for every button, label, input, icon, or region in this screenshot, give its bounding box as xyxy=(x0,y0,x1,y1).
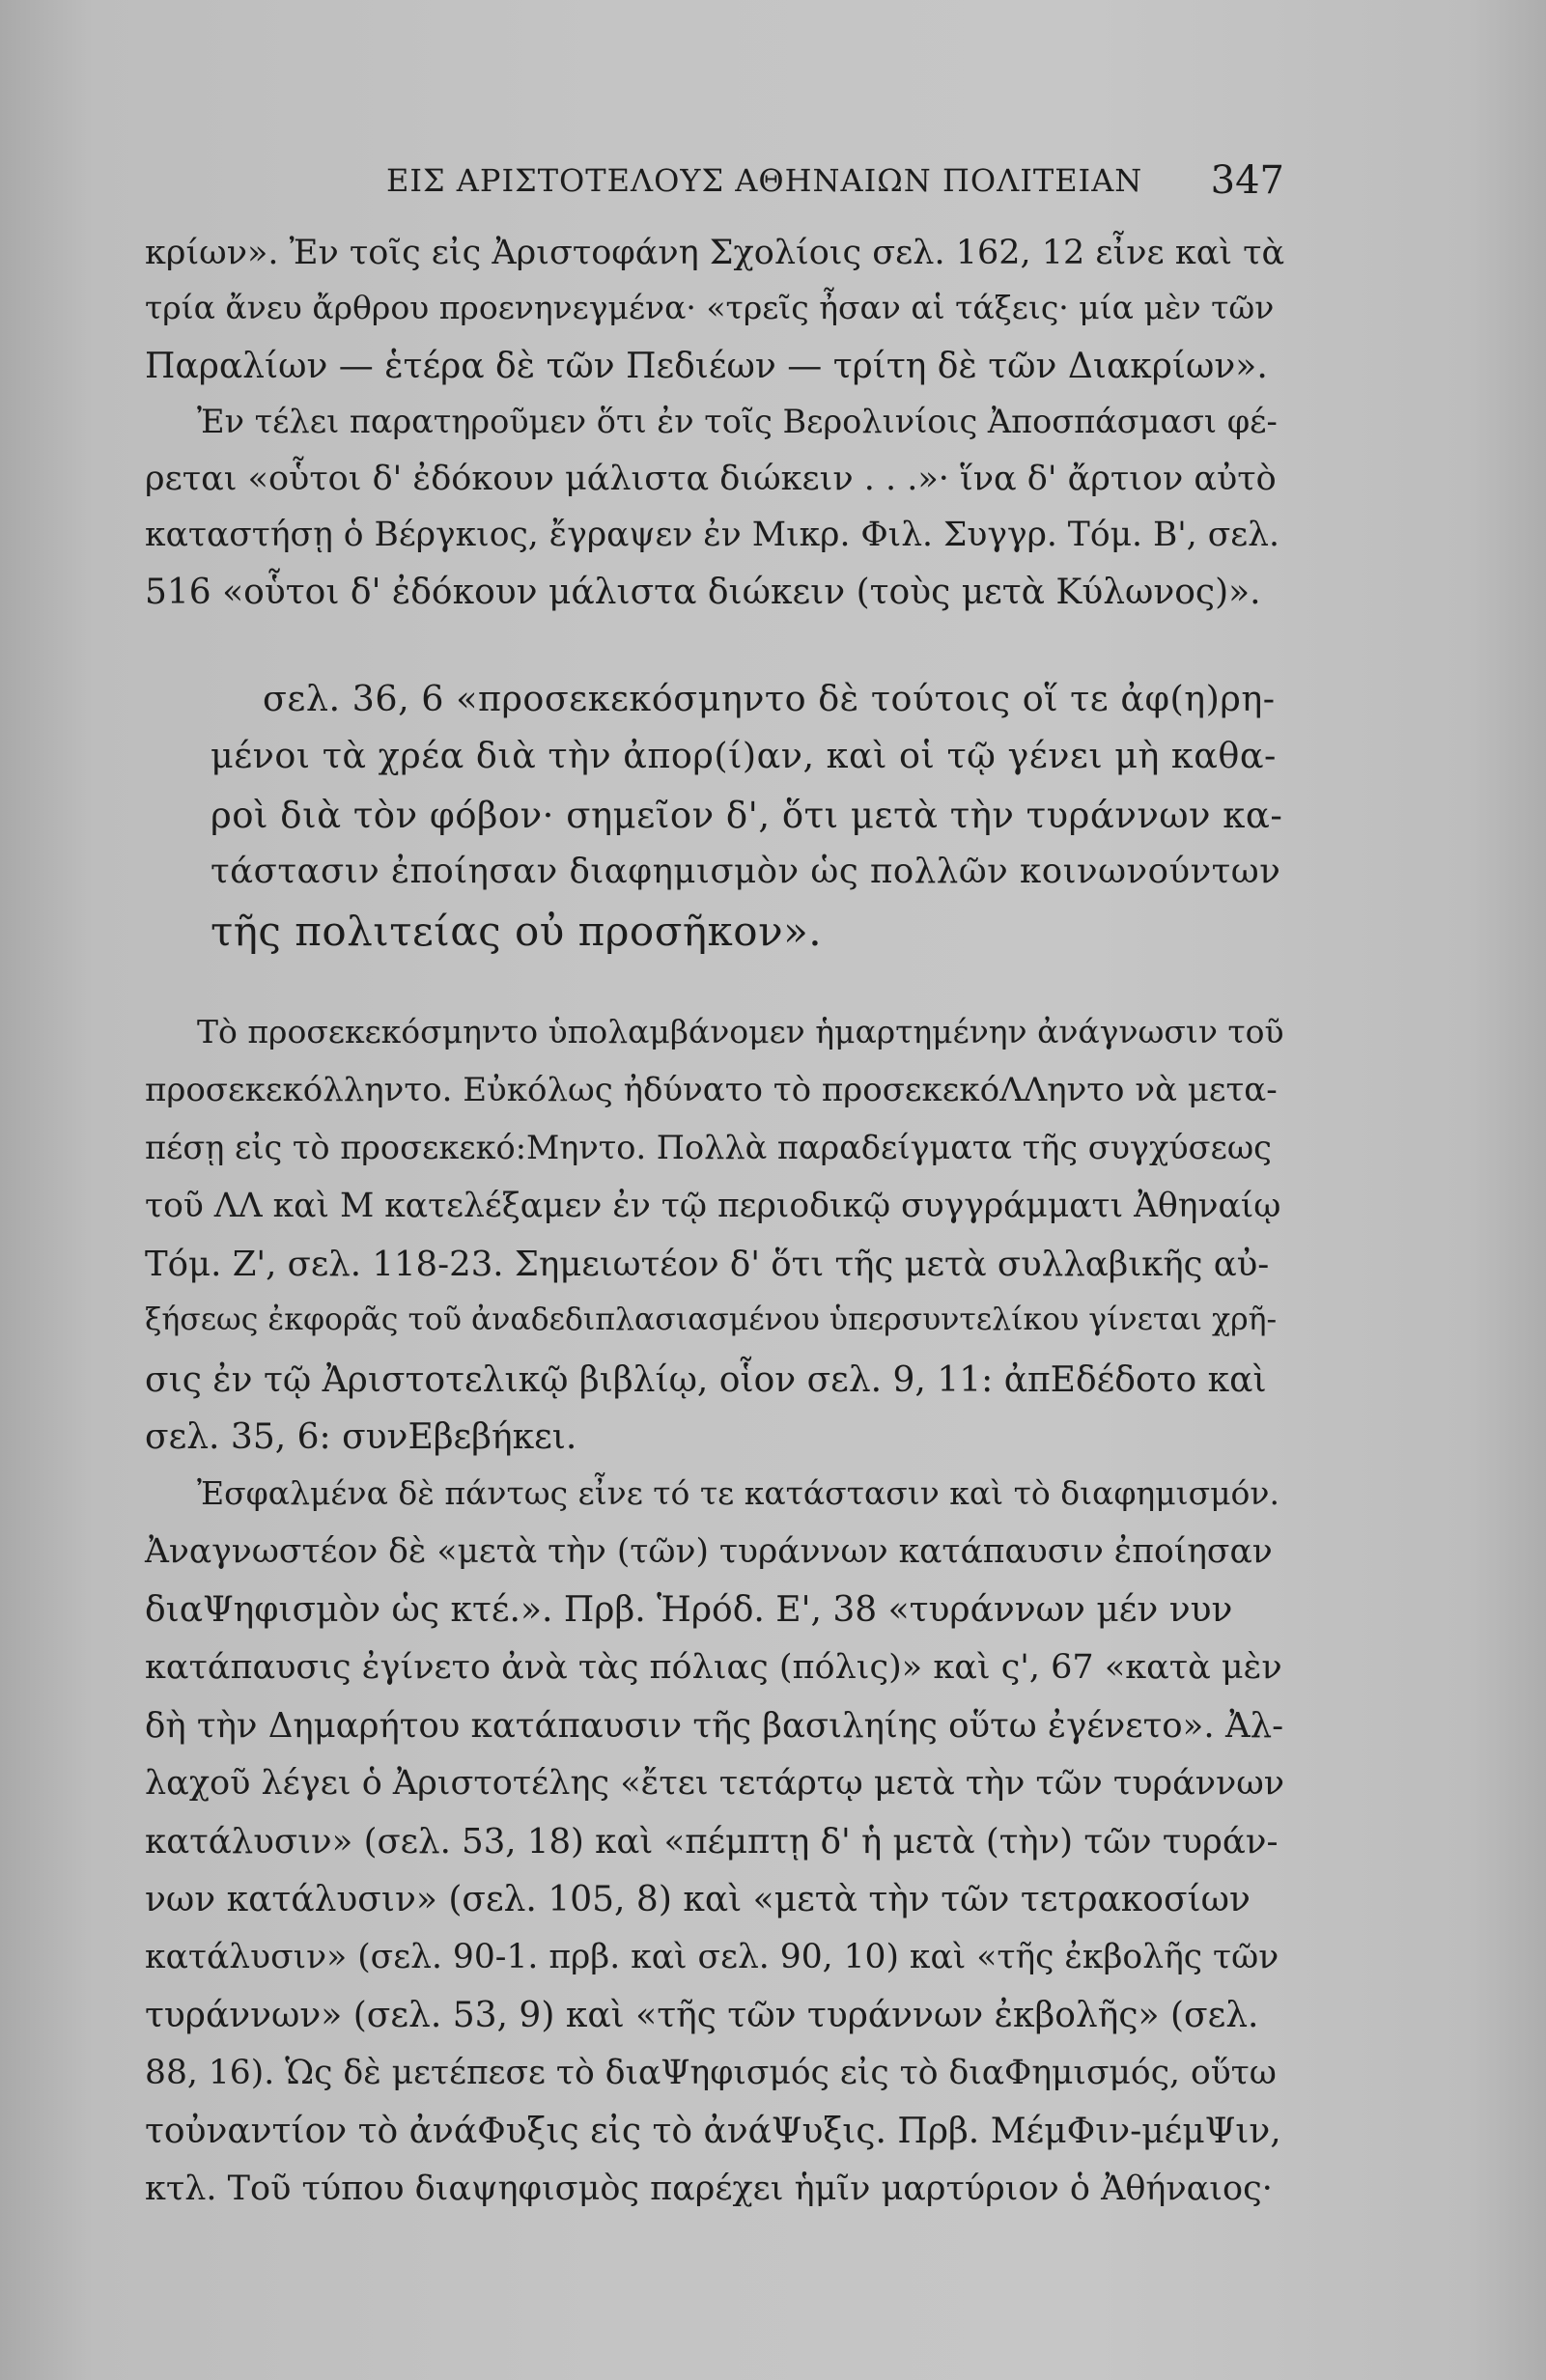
text-line: κατάλυσιν» (σελ. 90-1. πρβ. καὶ σελ. 90, 10) καὶ «τῆς ἐκβολῆς τῶν xyxy=(145,1938,1279,1976)
text-line: 516 «οὗτοι δ' ἐδόκουν μάλιστα διώκειν (τοὺς μετὰ Κύλωνος)». xyxy=(145,573,1261,612)
text-line: σις ἐν τῷ Ἀριστοτελικῷ βιβλίῳ, οἷον σελ. 9, 11: ἀπΕδέδοτο καὶ xyxy=(145,1360,1267,1400)
text-line: ρεται «οὗτοι δ' ἐδόκουν μάλιστα διώκειν . . .»· ἵνα δ' ἄρτιον αὐτὸ xyxy=(145,460,1277,498)
text-line: λαχοῦ λέγει ὁ Ἀριστοτέλης «ἔτει τετάρτῳ μετὰ τὴν τῶν τυράννων xyxy=(145,1764,1285,1803)
text-line: Ἐσφαλμένα δὲ πάντως εἶνε τό τε κατάστασιν καὶ τὸ διαφημισμόν. xyxy=(197,1474,1279,1512)
text-line: τοῦ ΛΛ καὶ Μ κατελέξαμεν ἐν τῷ περιοδικῷ συγγράμματι Ἀθηναίῳ xyxy=(145,1187,1281,1225)
text-line: Τὸ προσεκεκόσμηντο ὑπολαμβάνομεν ἡμαρτημένην ἀνάγνωσιν τοῦ xyxy=(197,1013,1284,1050)
text-line: κατάλυσιν» (σελ. 53, 18) καὶ «πέμπτῃ δ' ἡ μετὰ (τὴν) τῶν τυράν- xyxy=(145,1822,1279,1862)
text-line: νων κατάλυσιν» (σελ. 105, 8) καὶ «μετὰ τὴν τῶν τετρακοσίων xyxy=(145,1880,1251,1919)
text-line: ξήσεως ἐκφορᾶς τοῦ ἀναδεδιπλασιασμένου ὑπερσυντελίκου γίνεται χρῆ- xyxy=(145,1302,1278,1337)
text-line: τοὐναντίον τὸ ἀνάΦυξις εἰς τὸ ἀνάΨυξις. Πρβ. ΜέμΦιν-μέμΨιν, xyxy=(145,2112,1281,2151)
text-line: κρίων». Ἐν τοῖς εἰς Ἀριστοφάνη Σχολίοις σελ. 162, 12 εἶνε καὶ τὰ xyxy=(145,234,1285,272)
text-line: σελ. 35, 6: συνΕβεβήκει. xyxy=(145,1417,577,1457)
text-line: πέσῃ εἰς τὸ προσεκεκό:Μηντο. Πολλὰ παραδείγματα τῆς συγχύσεως xyxy=(145,1129,1272,1166)
text-line: κτλ. Τοῦ τύπου διαψηφισμὸς παρέχει ἡμῖν μαρτύριον ὁ Ἀθήναιος· xyxy=(145,2170,1273,2208)
text-line: Παραλίων — ἑτέρα δὲ τῶν Πεδιέων — τρίτη δὲ τῶν Διακρίων». xyxy=(145,347,1268,386)
text-line: τυράννων» (σελ. 53, 9) καὶ «τῆς τῶν τυράννων ἐκβολῆς» (σελ. xyxy=(145,1996,1259,2035)
text-line: δὴ τὴν Δημαρήτου κατάπαυσιν τῆς βασιληίης οὕτω ἐγένετο». Ἀλ- xyxy=(145,1706,1284,1746)
text-line: Ἀναγνωστέον δὲ «μετὰ τὴν (τῶν) τυράννων κατάπαυσιν ἐποίησαν xyxy=(145,1532,1273,1571)
text-line: διαΨηφισμὸν ὡς κτέ.». Πρβ. Ἡρόδ. Ε', 38 «τυράννων μέν νυν xyxy=(145,1590,1233,1630)
text-line: Τόμ. Ζ', σελ. 118-23. Σημειωτέον δ' ὅτι τῆς μετὰ συλλαβικῆς αὐ- xyxy=(145,1245,1270,1284)
text-line: κατάπαυσις ἐγίνετο ἀνὰ τὰς πόλιας (πόλις)» καὶ ς', 67 «κατὰ μὲν xyxy=(145,1648,1282,1687)
page-number: 347 xyxy=(1210,158,1284,203)
text-line: προσεκεκόλληντο. Εὐκόλως ἠδύνατο τὸ προσεκεκόΛΛηντο νὰ μετα- xyxy=(145,1071,1278,1109)
text-line: τρία ἄνευ ἄρθρου προενηνεγμένα· «τρεῖς ἦσαν αἱ τάξεις· μία μὲν τῶν xyxy=(145,289,1275,326)
quote-line: μένοι τὰ χρέα διὰ τὴν ἀπορ(ί)αν, καὶ οἱ τῷ γένει μὴ καθα- xyxy=(211,735,1277,776)
running-title: ΕΙΣ ΑΡΙΣΤΟΤΕΛΟΥΣ ΑΘΗΝΑΙΩΝ ΠΟΛΙΤΕΙΑΝ xyxy=(386,162,1143,199)
quote-line: τῆς πολιτείας οὐ προσῆκον». xyxy=(211,908,823,955)
quote-line: τάστασιν ἐποίησαν διαφημισμὸν ὡς πολλῶν κοινωνούντων xyxy=(211,852,1281,891)
text-line: Ἐν τέλει παρατηροῦμεν ὅτι ἐν τοῖς Βερολινίοις Ἀποσπάσμασι φέ- xyxy=(197,403,1278,440)
quote-line: σελ. 36, 6 «προσεκεκόσμηντο δὲ τούτοις οἵ τε ἀφ(η)ρη- xyxy=(263,678,1276,719)
running-header xyxy=(145,145,1284,203)
quote-line: ροὶ διὰ τὸν φόβον· σημεῖον δ', ὅτι μετὰ τὴν τυράννων κα- xyxy=(211,795,1283,836)
text-line: 88, 16). Ὡς δὲ μετέπεσε τὸ διαΨηφισμός εἰς τὸ διαΦημισμός, οὕτω xyxy=(145,2054,1277,2092)
text-line: καταστήσῃ ὁ Βέργκιος, ἔγραψεν ἐν Μικρ. Φιλ. Συγγρ. Τόμ. Β', σελ. xyxy=(145,516,1279,554)
